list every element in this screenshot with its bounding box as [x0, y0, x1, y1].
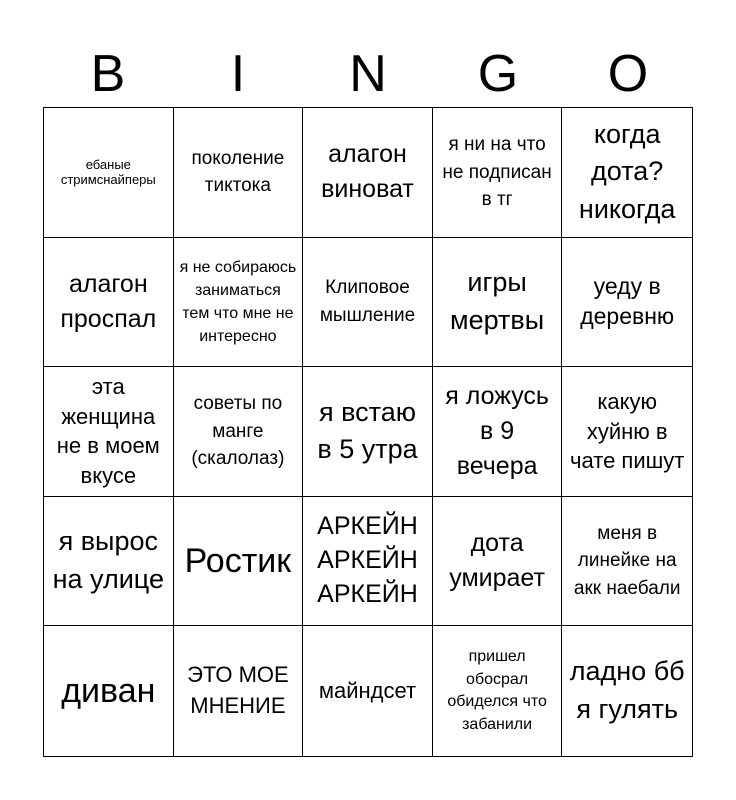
bingo-board	[43, 107, 693, 757]
bingo-cell-text: ЭТО МОЕ МНЕНИЕ	[187, 662, 289, 719]
bingo-cell-r4c2[interactable]	[174, 497, 304, 627]
bingo-cell-r3c2[interactable]	[174, 367, 304, 497]
bingo-cell-text: ебаные стримснайперы	[60, 156, 156, 188]
bingo-cell-text: уеду в деревню	[580, 273, 675, 329]
bingo-cell-r4c1[interactable]	[44, 497, 174, 627]
bingo-cell-text: игры мертвы	[450, 267, 545, 335]
bingo-cell-r1c5[interactable]	[562, 108, 692, 238]
bingo-cell-text: поколение тиктока	[191, 147, 285, 197]
bingo-cell-text: диван	[61, 671, 156, 710]
bingo-cell-r4c3[interactable]	[303, 497, 433, 627]
bingo-cell-text: Ростик	[184, 541, 292, 580]
bingo-cell-text: Клиповое мышление	[319, 277, 416, 326]
bingo-cell-text: я вырос на улице	[52, 526, 164, 595]
bingo-cell-r5c2[interactable]	[174, 626, 304, 756]
bingo-cell-r4c4[interactable]	[433, 497, 563, 627]
header-letter-o: O	[607, 45, 649, 103]
bingo-cell-r2c5[interactable]	[562, 238, 692, 368]
bingo-cell-r2c2[interactable]	[174, 238, 304, 368]
bingo-cell-text: я ложусь в 9 вечера	[445, 381, 549, 480]
bingo-cell-text: майндсет	[318, 678, 417, 704]
bingo-cell-r1c1[interactable]	[44, 108, 174, 238]
bingo-cell-text: когда дота? никогда	[578, 118, 676, 225]
bingo-cell-r5c5[interactable]	[562, 626, 692, 756]
bingo-cell-r1c2[interactable]	[174, 108, 304, 238]
header-letter-n: N	[349, 45, 387, 103]
bingo-cell-text: советы по манге (скалолаз)	[191, 393, 285, 470]
bingo-cell-text: эта женщина не в моем вкусе	[56, 374, 160, 489]
bingo-cell-text: АРКЕЙН АРКЕЙН АРКЕЙН	[317, 512, 418, 608]
bingo-cell-r3c3[interactable]	[303, 367, 433, 497]
bingo-cell-text: я встаю в 5 утра	[317, 396, 418, 465]
bingo-cell-text: какую хуйню в чате пишут	[570, 388, 685, 474]
bingo-cell-r3c5[interactable]	[562, 367, 692, 497]
bingo-cell-text: дота умирает	[449, 529, 545, 593]
header-letter-g: G	[477, 45, 519, 103]
bingo-cell-r2c1[interactable]	[44, 238, 174, 368]
bingo-cell-r1c3[interactable]	[303, 108, 433, 238]
bingo-cell-r5c1[interactable]	[44, 626, 174, 756]
bingo-cell-text: ладно бб я гулять	[569, 656, 685, 725]
bingo-cell-r3c1[interactable]	[44, 367, 174, 497]
bingo-cell-text: пришел обосрал обиделся что забанили	[447, 648, 547, 733]
header-letter-b: B	[90, 45, 126, 103]
bingo-cell-r4c5[interactable]	[562, 497, 692, 627]
bingo-cell-text: я ни на что не подписан в тг	[442, 133, 552, 211]
bingo-cell-text: я не собираюсь заниматься тем что мне не интересно	[179, 258, 297, 346]
bingo-cell-text: алагон проспал	[60, 269, 157, 333]
bingo-cell-text: меня в линейке на акк наебали	[573, 522, 681, 599]
bingo-cell-r2c3[interactable]	[303, 238, 433, 368]
bingo-cell-r5c4[interactable]	[433, 626, 563, 756]
bingo-cell-r3c4[interactable]	[433, 367, 563, 497]
bingo-cell-text: алагон виноват	[321, 140, 414, 204]
bingo-cell-r1c4[interactable]	[433, 108, 563, 238]
bingo-cell-r2c4[interactable]	[433, 238, 563, 368]
header-letter-i: I	[230, 45, 246, 103]
bingo-header	[43, 40, 693, 108]
bingo-cell-r5c3[interactable]	[303, 626, 433, 756]
